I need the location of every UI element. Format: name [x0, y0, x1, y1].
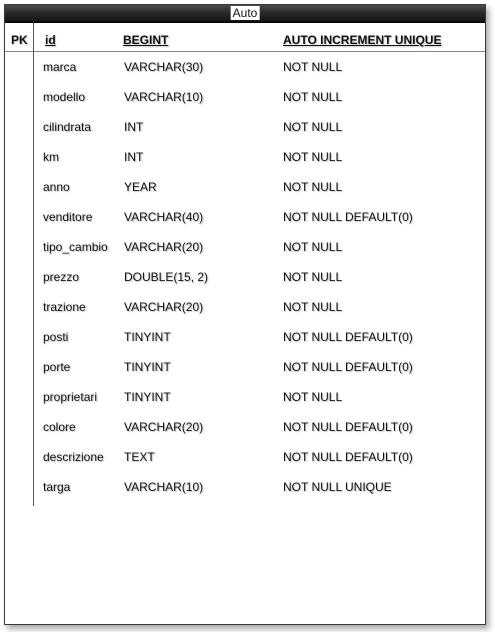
field-type: TINYINT [124, 390, 171, 404]
field-row[interactable] [5, 412, 485, 442]
field-type: TEXT [124, 450, 155, 464]
field-type: INT [124, 120, 144, 134]
entity-title-bar[interactable] [5, 5, 485, 23]
field-name: tipo_cambio [43, 240, 108, 254]
field-type: DOUBLE(15, 2) [124, 270, 209, 284]
field-name: posti [43, 330, 69, 344]
field-name: modello [43, 90, 86, 104]
field-row[interactable] [5, 292, 485, 322]
field-row[interactable] [5, 142, 485, 172]
field-name: proprietari [43, 390, 98, 404]
pk-field-constraints: AUTO INCREMENT UNIQUE [283, 33, 442, 47]
field-constraints: NOT NULL DEFAULT(0) [283, 420, 413, 434]
field-name: porte [43, 360, 71, 374]
field-row[interactable] [5, 442, 485, 472]
field-name: prezzo [43, 270, 80, 284]
field-type: VARCHAR(20) [124, 420, 204, 434]
field-name: descrizione [43, 450, 104, 464]
field-constraints: NOT NULL DEFAULT(0) [283, 450, 413, 464]
field-name: cilindrata [43, 120, 92, 134]
field-row[interactable] [5, 202, 485, 232]
field-row[interactable] [5, 232, 485, 262]
pk-field-name: id [45, 33, 56, 47]
field-constraints: NOT NULL [283, 390, 343, 404]
field-name: anno [43, 180, 70, 194]
field-type: VARCHAR(40) [124, 210, 204, 224]
field-row[interactable] [5, 472, 485, 502]
field-name: venditore [43, 210, 93, 224]
field-constraints: NOT NULL DEFAULT(0) [283, 330, 413, 344]
field-row[interactable] [5, 352, 485, 382]
field-name: trazione [43, 300, 86, 314]
field-constraints: NOT NULL [283, 270, 343, 284]
field-name: targa [43, 480, 71, 494]
pk-field-type: BEGINT [123, 33, 169, 47]
field-constraints: NOT NULL [283, 90, 343, 104]
field-constraints: NOT NULL [283, 300, 343, 314]
field-type: VARCHAR(10) [124, 90, 204, 104]
field-type: VARCHAR(10) [124, 480, 204, 494]
field-row[interactable] [5, 322, 485, 352]
field-row[interactable] [5, 82, 485, 112]
field-row[interactable] [5, 52, 485, 82]
field-type: VARCHAR(30) [124, 60, 204, 74]
field-constraints: NOT NULL DEFAULT(0) [283, 210, 413, 224]
field-type: INT [124, 150, 144, 164]
field-constraints: NOT NULL [283, 60, 343, 74]
field-row[interactable] [5, 382, 485, 412]
field-type: VARCHAR(20) [124, 240, 204, 254]
pk-label: PK [11, 33, 28, 47]
field-type: VARCHAR(20) [124, 300, 204, 314]
field-constraints: NOT NULL [283, 240, 343, 254]
field-name: marca [43, 60, 77, 74]
field-constraints: NOT NULL [283, 180, 343, 194]
field-type: TINYINT [124, 360, 171, 374]
field-constraints: NOT NULL DEFAULT(0) [283, 360, 413, 374]
field-row[interactable] [5, 262, 485, 292]
field-constraints: NOT NULL [283, 120, 343, 134]
field-row[interactable] [5, 172, 485, 202]
field-name: km [43, 150, 59, 164]
field-name: colore [43, 420, 76, 434]
field-type: TINYINT [124, 330, 171, 344]
entity-auto[interactable] [4, 4, 486, 625]
field-constraints: NOT NULL UNIQUE [283, 480, 392, 494]
field-row[interactable] [5, 112, 485, 142]
primary-key-row[interactable] [5, 23, 485, 52]
field-type: YEAR [124, 180, 157, 194]
field-constraints: NOT NULL [283, 150, 343, 164]
entity-title: Auto [232, 6, 258, 20]
